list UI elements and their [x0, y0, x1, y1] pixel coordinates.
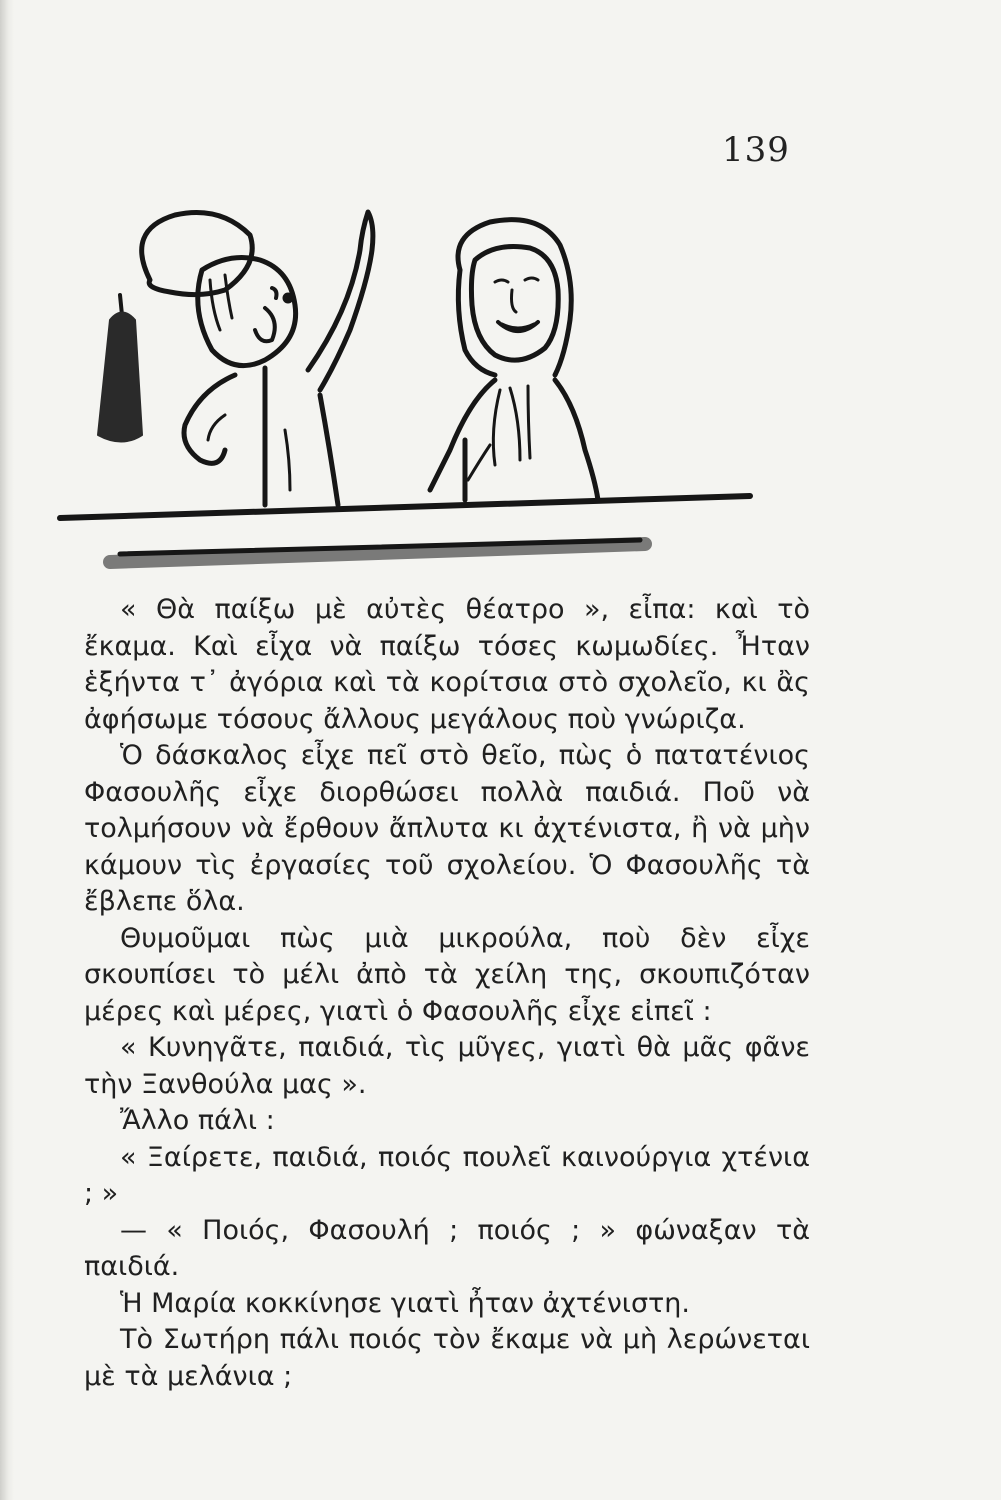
puppets-illustration	[50, 190, 770, 590]
page-text	[84, 592, 810, 1395]
page-edge	[0, 0, 14, 1500]
paragraph-9: Τὸ Σωτήρη πάλι ποιός τὸν ἔκαμε νὰ μὴ λερώνεται μὲ τὰ μελάνια ;	[84, 1324, 810, 1392]
page-number: 139	[722, 130, 790, 170]
paragraph-8: Ἡ Μαρία κοκκίνησε γιατὶ ἦταν ἀχτένιστη.	[120, 1287, 691, 1319]
paragraph-2: Ὁ δάσκαλος εἶχε πεῖ στὸ θεῖο, πὼς ὁ πατατένιος Φασουλῆς εἶχε διορθώσει πολλὰ παιδιά. Ποῦ νὰ τολμήσουν νὰ ἔρθουν ἄπλυτα κι ἀχτένιστα, ἢ νὰ μὴν κάμουν τὶς ἐργασίες τοῦ σχολείου. Ὁ Φασουλῆς τὰ ἔβλεπε ὅλα.	[84, 740, 810, 917]
paragraph-5: Ἄλλο πάλι :	[120, 1105, 275, 1136]
paragraph-7: — « Ποιός, Φασουλή ; ποιός ; » φώναξαν τὰ παιδιά.	[84, 1214, 810, 1282]
paragraph-6: « Ξαίρετε, παιδιά, ποιός πουλεῖ καινούργια χτένια ; »	[84, 1141, 810, 1209]
paragraph-1: « Θὰ παίξω μὲ αὐτὲς θέατρο », εἶπα: καὶ τὸ ἔκαμα. Καὶ εἶχα νὰ παίξω τόσες κωμωδίες. Ἦταν ἑξήντα τ᾽ ἀγόρια καὶ τὰ κορίτσια στὸ σχολεῖο, κι ἂς ἀφήσωμε τόσους ἄλλους μεγάλους ποὺ γνώριζα.	[84, 594, 810, 735]
paragraph-4: « Κυνηγᾶτε, παιδιά, τὶς μῦγες, γιατὶ θὰ μᾶς φᾶνε τὴν Ξανθούλα μας ».	[84, 1032, 810, 1100]
paragraph-3: Θυμοῦμαι πὼς μιὰ μικρούλα, ποὺ δὲν εἶχε σκουπίσει τὸ μέλι ἀπὸ τὰ χείλη της, σκουπιζόταν μέρες καὶ μέρες, γιατὶ ὁ Φασουλῆς εἶχε εἰπεῖ :	[84, 922, 810, 1027]
